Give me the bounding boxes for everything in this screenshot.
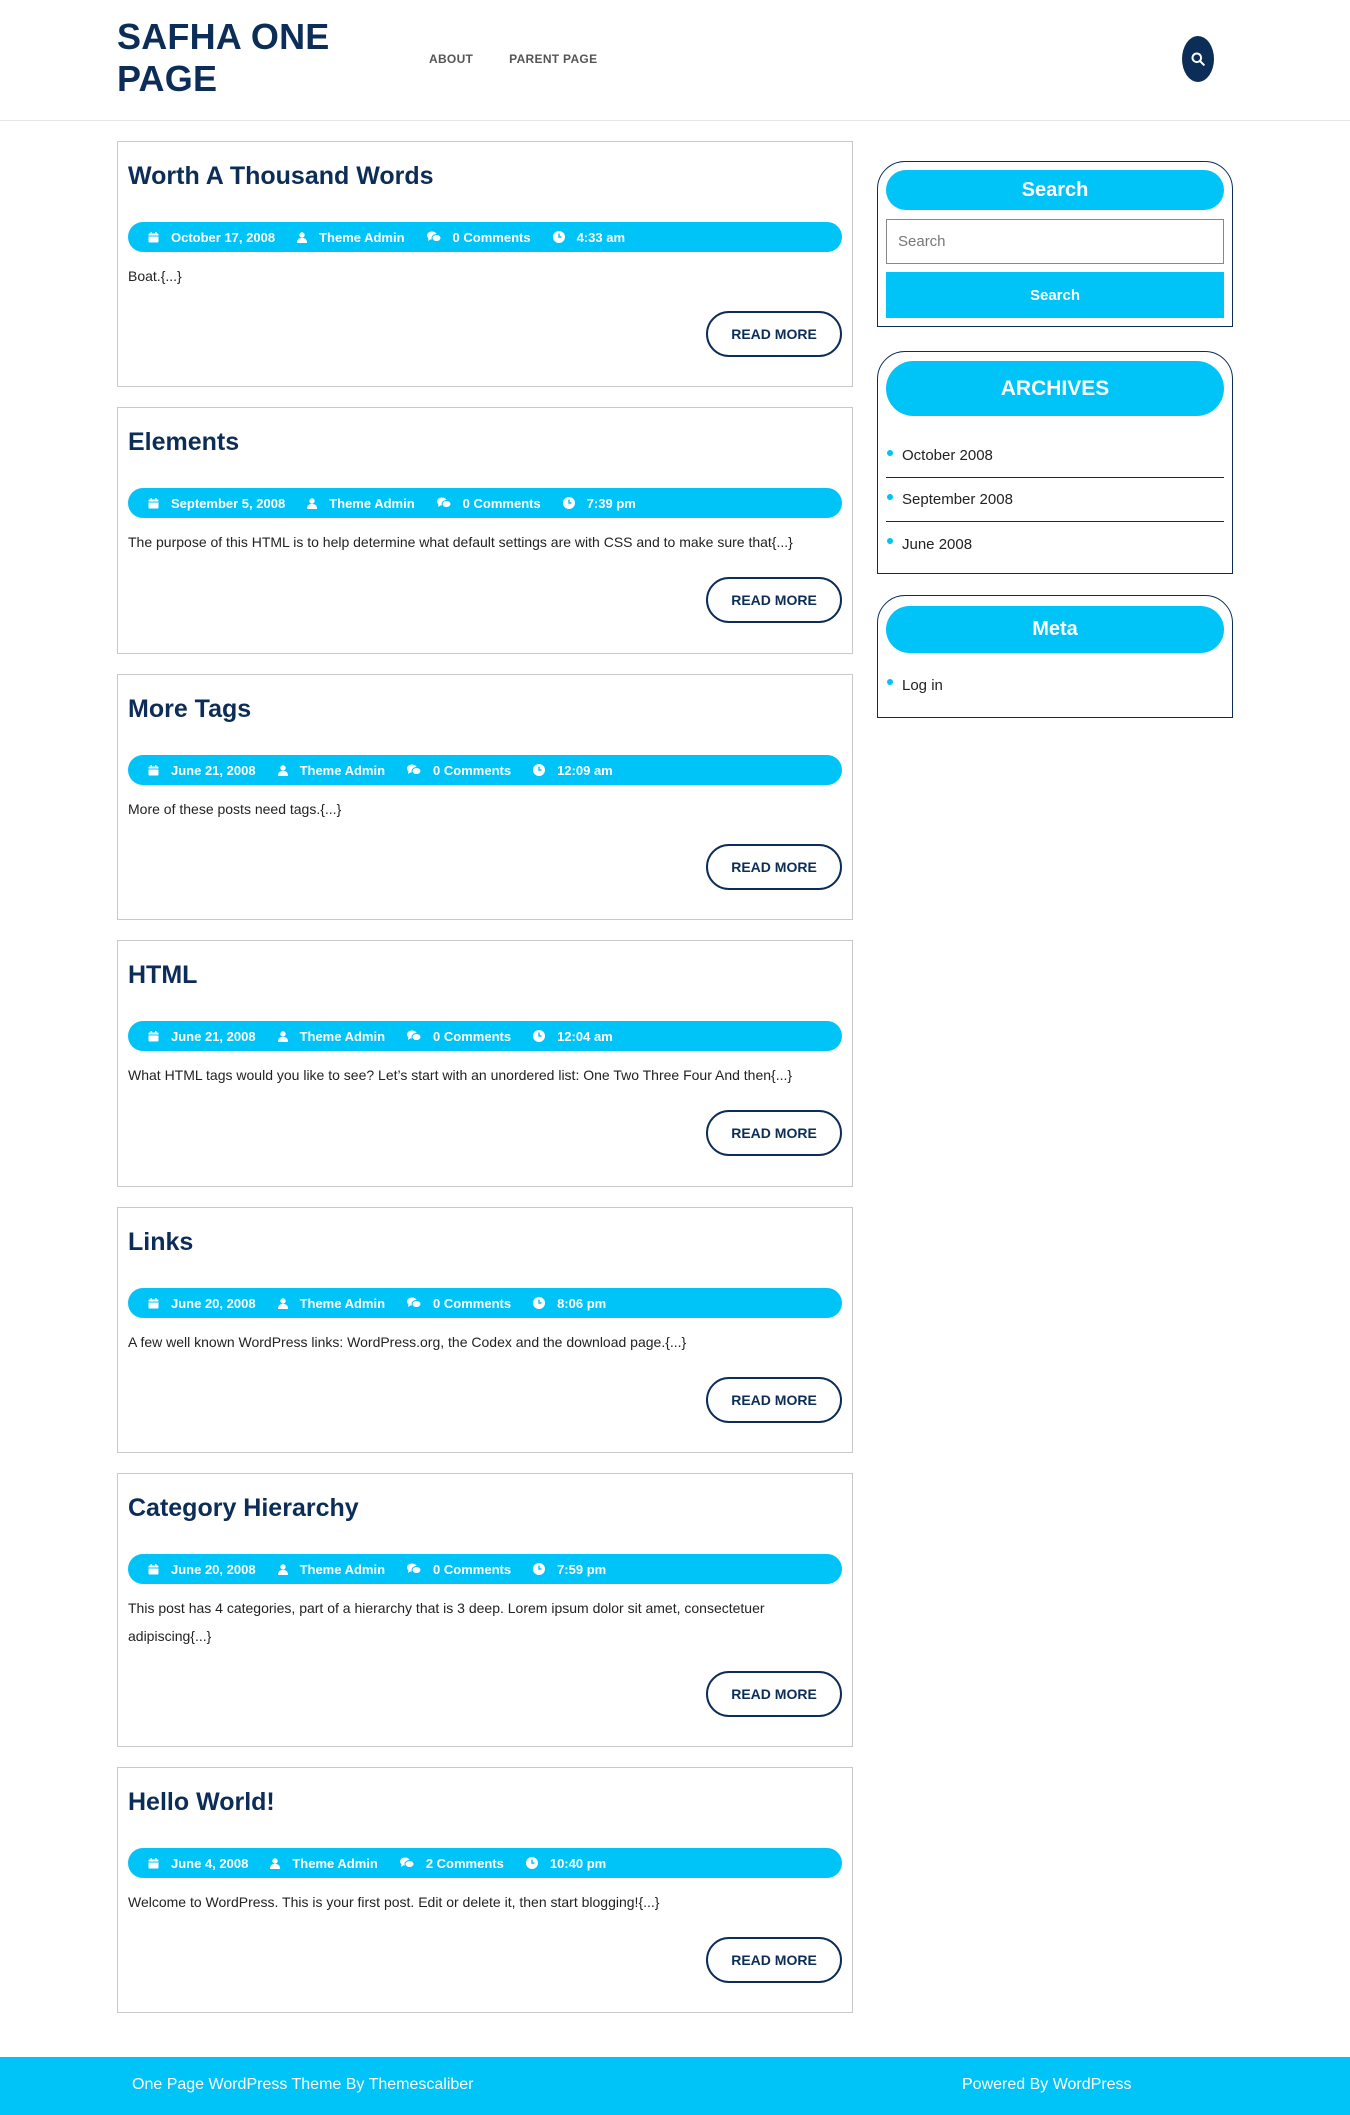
search-widget-title: Search	[886, 170, 1224, 210]
post-meta	[128, 1848, 842, 1878]
clock-icon	[533, 764, 545, 776]
post-comments-text: 0 Comments	[433, 1028, 512, 1044]
list-item	[886, 663, 1224, 707]
post-comments-text: 0 Comments	[433, 762, 512, 778]
post-date[interactable]	[148, 1296, 256, 1311]
post-meta	[128, 1554, 842, 1584]
search-icon	[1191, 52, 1205, 66]
post-time	[533, 1562, 606, 1577]
post-comments[interactable]	[427, 230, 531, 245]
clock-icon	[526, 1857, 538, 1869]
log-in-link[interactable]: Log in	[902, 676, 943, 694]
read-more-button[interactable]: READ MORE	[706, 1110, 842, 1156]
post-date-text: October 17, 2008	[171, 229, 276, 245]
calendar-icon	[148, 232, 159, 243]
calendar-icon	[148, 1858, 159, 1869]
search-widget	[877, 161, 1233, 327]
post-author[interactable]	[278, 763, 385, 778]
user-icon	[270, 1858, 280, 1869]
meta-widget-title: Meta	[886, 606, 1224, 653]
post-card	[117, 1473, 853, 1747]
post-author-text: Theme Admin	[319, 229, 405, 245]
post-date[interactable]	[148, 1029, 256, 1044]
calendar-icon	[148, 765, 159, 776]
post-meta	[128, 222, 842, 252]
post-date-text: June 21, 2008	[171, 1028, 256, 1044]
post-author-text: Theme Admin	[299, 1295, 386, 1311]
post-excerpt: A few well known WordPress links: WordPress.org, the Codex and the download page.{...}	[128, 1334, 687, 1350]
user-icon	[307, 498, 317, 509]
post-date[interactable]	[148, 496, 285, 511]
post-date-text: June 21, 2008	[171, 762, 256, 778]
list-item	[886, 434, 1224, 478]
read-more-button[interactable]: READ MORE	[706, 1377, 842, 1423]
comments-icon	[407, 1030, 421, 1042]
post-date-text: June 20, 2008	[171, 1561, 256, 1577]
post-author-text: Theme Admin	[299, 1561, 386, 1577]
post-title[interactable]: Hello World!	[128, 1788, 275, 1816]
clock-icon	[553, 231, 565, 243]
list-item	[886, 478, 1224, 522]
meta-widget	[877, 595, 1233, 718]
main-nav	[429, 52, 597, 66]
post-time	[563, 496, 636, 511]
post-title[interactable]: HTML	[128, 961, 198, 989]
calendar-icon	[148, 1564, 159, 1575]
calendar-icon	[148, 1298, 159, 1309]
comments-icon	[437, 497, 451, 509]
post-time-text: 7:59 pm	[557, 1561, 607, 1577]
post-excerpt: More of these posts need tags.{...}	[128, 801, 342, 817]
post-time-text: 7:39 pm	[586, 495, 636, 511]
post-time	[533, 763, 613, 778]
read-more-button[interactable]: READ MORE	[706, 1671, 842, 1717]
post-comments-text: 0 Comments	[433, 1561, 512, 1577]
user-icon	[278, 765, 288, 776]
post-comments-text: 0 Comments	[452, 229, 531, 245]
comments-icon	[400, 1857, 414, 1869]
post-time-text: 8:06 pm	[557, 1295, 607, 1311]
archive-link[interactable]: September 2008	[902, 491, 1013, 508]
post-time-text: 12:04 am	[557, 1028, 613, 1044]
read-more-button[interactable]: READ MORE	[706, 311, 842, 357]
read-more-button[interactable]: READ MORE	[706, 844, 842, 890]
post-card	[117, 1207, 853, 1453]
post-comments[interactable]	[407, 763, 511, 778]
comments-icon	[407, 764, 421, 776]
post-comments-text: 2 Comments	[425, 1855, 504, 1871]
archives-widget	[877, 351, 1233, 574]
search-submit-button[interactable]: Search	[886, 272, 1224, 318]
post-excerpt: Boat.{...}	[128, 268, 182, 284]
post-author[interactable]	[297, 230, 404, 245]
meta-list	[886, 663, 1224, 707]
post-author[interactable]	[270, 1856, 377, 1871]
post-time	[553, 230, 625, 245]
user-icon	[278, 1031, 288, 1042]
post-date[interactable]	[148, 1856, 248, 1871]
footer-credit-link[interactable]: One Page WordPress Theme By Themescaliber	[132, 2076, 474, 2093]
comments-icon	[407, 1297, 421, 1309]
post-meta	[128, 1288, 842, 1318]
post-time-text: 12:09 am	[557, 762, 613, 778]
post-date-text: June 20, 2008	[171, 1295, 256, 1311]
post-meta	[128, 488, 842, 518]
post-comments[interactable]	[437, 496, 541, 511]
post-card	[117, 1767, 853, 2013]
post-author[interactable]	[278, 1029, 385, 1044]
post-title[interactable]: Category Hierarchy	[128, 1494, 359, 1522]
post-author-text: Theme Admin	[292, 1855, 378, 1871]
archives-list	[886, 434, 1224, 566]
nav-item-parent-page[interactable]: PARENT PAGE	[509, 52, 598, 66]
nav-item-about[interactable]: ABOUT	[429, 52, 474, 66]
post-excerpt: Welcome to WordPress. This is your first post. Edit or delete it, then start blogging!{...}	[128, 1894, 660, 1910]
post-excerpt: The purpose of this HTML is to help determine what default settings are with CSS and to make sure that{...}	[128, 534, 793, 550]
comments-icon	[427, 231, 441, 243]
site-footer	[0, 2057, 1350, 2115]
user-icon	[278, 1564, 288, 1575]
post-comments[interactable]	[407, 1562, 511, 1577]
post-title[interactable]: Worth A Thousand Words	[128, 162, 434, 190]
post-card	[117, 940, 853, 1187]
archives-widget-title: ARCHIVES	[886, 361, 1224, 416]
post-time	[533, 1029, 613, 1044]
post-time-text: 10:40 pm	[549, 1855, 607, 1871]
user-icon	[278, 1298, 288, 1309]
post-card	[117, 141, 853, 387]
clock-icon	[533, 1030, 545, 1042]
post-date[interactable]	[148, 230, 275, 245]
post-excerpt: What HTML tags would you like to see? Let’s start with an unordered list: One Two Three Four And then{...}	[128, 1067, 793, 1083]
post-date-text: June 4, 2008	[171, 1855, 249, 1871]
post-date[interactable]	[148, 1562, 256, 1577]
post-time	[533, 1296, 606, 1311]
user-icon	[297, 232, 307, 243]
site-title[interactable]: SAFHA ONE PAGE	[117, 16, 330, 99]
post-title[interactable]: Elements	[128, 428, 240, 456]
site-header	[0, 0, 1350, 121]
post-meta	[128, 755, 842, 785]
post-excerpt: This post has 4 categories, part of a hierarchy that is 3 deep. Lorem ipsum dolor sit amet, consectetuer adipiscing{...}	[128, 1600, 765, 1644]
calendar-icon	[148, 1031, 159, 1042]
post-title[interactable]: More Tags	[128, 695, 252, 723]
post-time-text: 4:33 am	[576, 229, 625, 245]
post-comments[interactable]	[400, 1856, 504, 1871]
archive-link[interactable]: October 2008	[902, 447, 993, 464]
archive-link[interactable]: June 2008	[902, 535, 973, 553]
post-comments[interactable]	[407, 1296, 511, 1311]
post-card	[117, 674, 853, 920]
read-more-button[interactable]: READ MORE	[706, 577, 842, 623]
clock-icon	[533, 1563, 545, 1575]
post-author-text: Theme Admin	[299, 1028, 386, 1044]
post-author[interactable]	[278, 1296, 385, 1311]
post-card	[117, 407, 853, 654]
post-title[interactable]: Links	[128, 1228, 194, 1256]
post-comments[interactable]	[407, 1029, 511, 1044]
search-input[interactable]	[886, 219, 1224, 264]
calendar-icon	[148, 498, 159, 509]
read-more-button[interactable]: READ MORE	[706, 1937, 842, 1983]
post-date-text: September 5, 2008	[171, 495, 286, 511]
post-meta	[128, 1021, 842, 1051]
post-date[interactable]	[148, 763, 256, 778]
list-item	[886, 522, 1224, 566]
clock-icon	[533, 1297, 545, 1309]
post-time	[526, 1856, 606, 1871]
comments-icon	[407, 1563, 421, 1575]
post-author[interactable]	[278, 1562, 385, 1577]
footer-powered-link[interactable]: Powered By WordPress	[962, 2076, 1132, 2093]
header-search-button[interactable]	[1182, 36, 1214, 82]
post-author[interactable]	[307, 496, 414, 511]
post-comments-text: 0 Comments	[433, 1295, 512, 1311]
post-comments-text: 0 Comments	[462, 495, 541, 511]
post-author-text: Theme Admin	[329, 495, 415, 511]
clock-icon	[563, 497, 575, 509]
post-author-text: Theme Admin	[299, 762, 386, 778]
